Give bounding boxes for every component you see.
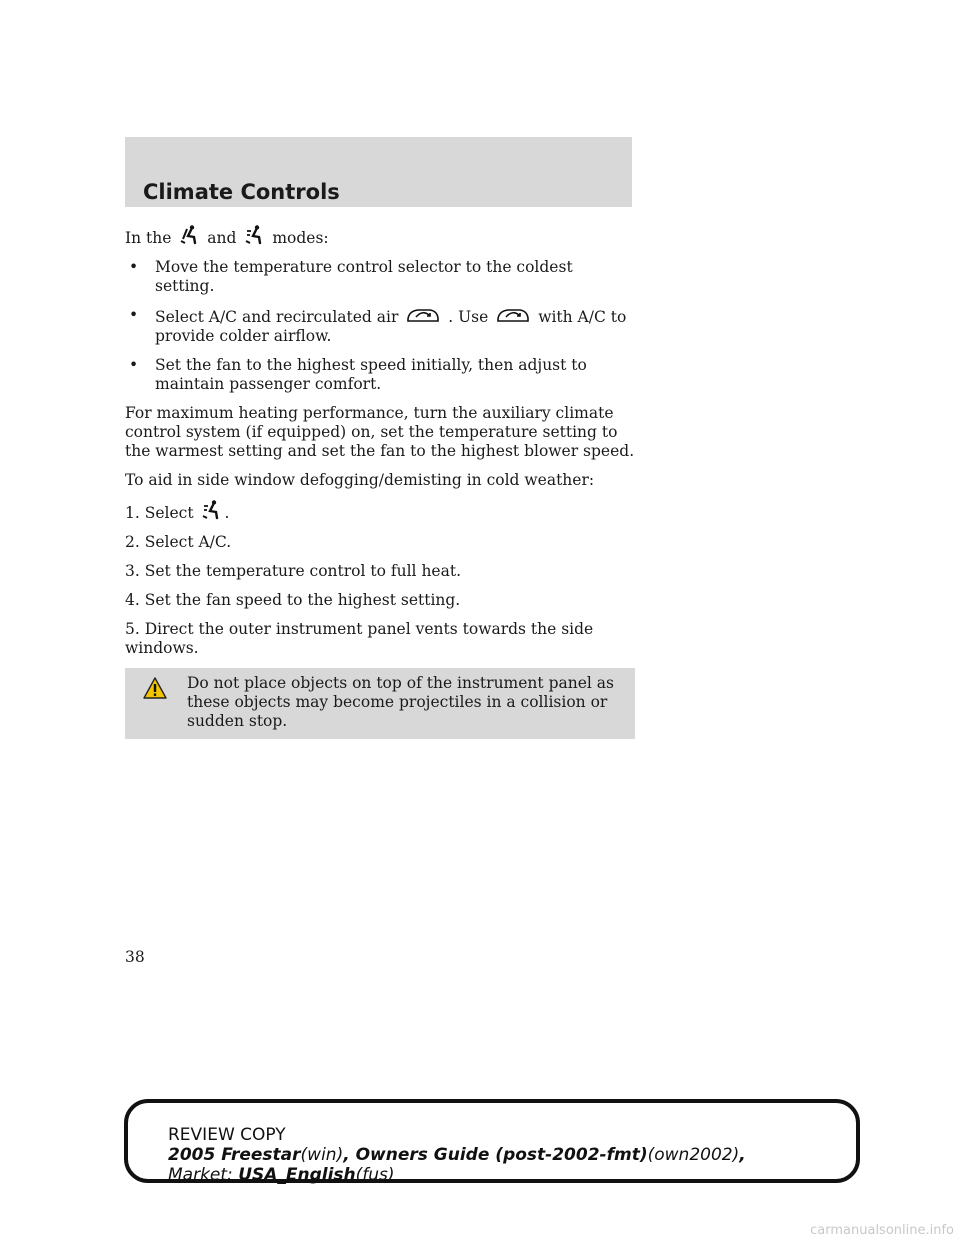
bullet-item xyxy=(125,356,635,394)
recirculated-air-icon xyxy=(496,306,530,324)
bullet-text: . Use xyxy=(448,308,489,326)
section-title: Climate Controls xyxy=(143,180,340,204)
footer-model-code: (win) xyxy=(300,1145,344,1165)
bullet-item xyxy=(125,258,635,296)
warning-triangle-icon xyxy=(142,676,168,705)
footer-lines xyxy=(168,1125,746,1185)
warning-text: Do not place objects on top of the instrument panel as these objects may become projectiles in a collision or sudden stop. xyxy=(187,674,614,730)
footer-separator: , xyxy=(343,1145,356,1165)
footer-guide: Owners Guide (post-2002-fmt) xyxy=(355,1145,648,1165)
warning-box xyxy=(125,668,635,739)
step-3: 3. Set the temperature control to full heat. xyxy=(125,562,461,580)
bullet-text: Set the fan to the highest speed initially, then adjust to maintain passenger comfort. xyxy=(155,356,587,393)
footer-market: USA_English xyxy=(238,1165,356,1185)
recirculated-air-icon xyxy=(406,306,440,324)
section-header xyxy=(125,137,632,207)
floor-mode-icon xyxy=(179,225,199,245)
step-4: 4. Set the fan speed to the highest setting. xyxy=(125,591,461,609)
bullet-dot: • xyxy=(129,258,139,276)
step-text: . xyxy=(224,504,230,522)
floor-defrost-mode-icon xyxy=(244,225,264,245)
footer-market-code: (fus) xyxy=(355,1165,395,1185)
bullet-text: Move the temperature control selector to the coldest setting. xyxy=(155,258,573,295)
intro-prefix: In the xyxy=(125,229,172,247)
intro-middle: and xyxy=(207,229,237,247)
defog-intro-paragraph: To aid in side window defogging/demisting in cold weather: xyxy=(125,471,595,489)
page-content xyxy=(125,225,635,739)
step-2: 2. Select A/C. xyxy=(125,533,232,551)
footer-guide-code: (own2002) xyxy=(647,1145,740,1165)
footer-guide-line xyxy=(168,1145,746,1165)
bullet-item xyxy=(125,306,635,346)
intro-line xyxy=(125,225,635,248)
bullet-dot: • xyxy=(129,356,139,374)
watermark: carmanualsonline.info xyxy=(810,1223,954,1238)
intro-suffix: modes: xyxy=(272,229,329,247)
footer-model: 2005 Freestar xyxy=(168,1145,301,1165)
review-copy-footer xyxy=(124,1099,860,1183)
step-1 xyxy=(125,500,635,523)
max-heating-paragraph: For maximum heating performance, turn the auxiliary climate control system (if equipped) on, set the temperature setting to the warmest setting and set the fan to the highest blower speed. xyxy=(125,404,635,460)
bullet-text: Select A/C and recirculated air xyxy=(155,308,399,326)
step-text: 1. Select xyxy=(125,504,194,522)
footer-market-label: Market: xyxy=(168,1165,233,1185)
page-number: 38 xyxy=(125,948,145,966)
floor-defrost-mode-icon xyxy=(201,500,221,520)
step-5: 5. Direct the outer instrument panel vents towards the side windows. xyxy=(125,620,594,657)
footer-market-line xyxy=(168,1165,746,1185)
footer-review-copy: REVIEW COPY xyxy=(168,1125,286,1145)
bullet-dot: • xyxy=(129,306,139,324)
footer-separator: , xyxy=(739,1145,746,1165)
bullet-text: with A/C to provide colder airflow. xyxy=(155,308,627,345)
